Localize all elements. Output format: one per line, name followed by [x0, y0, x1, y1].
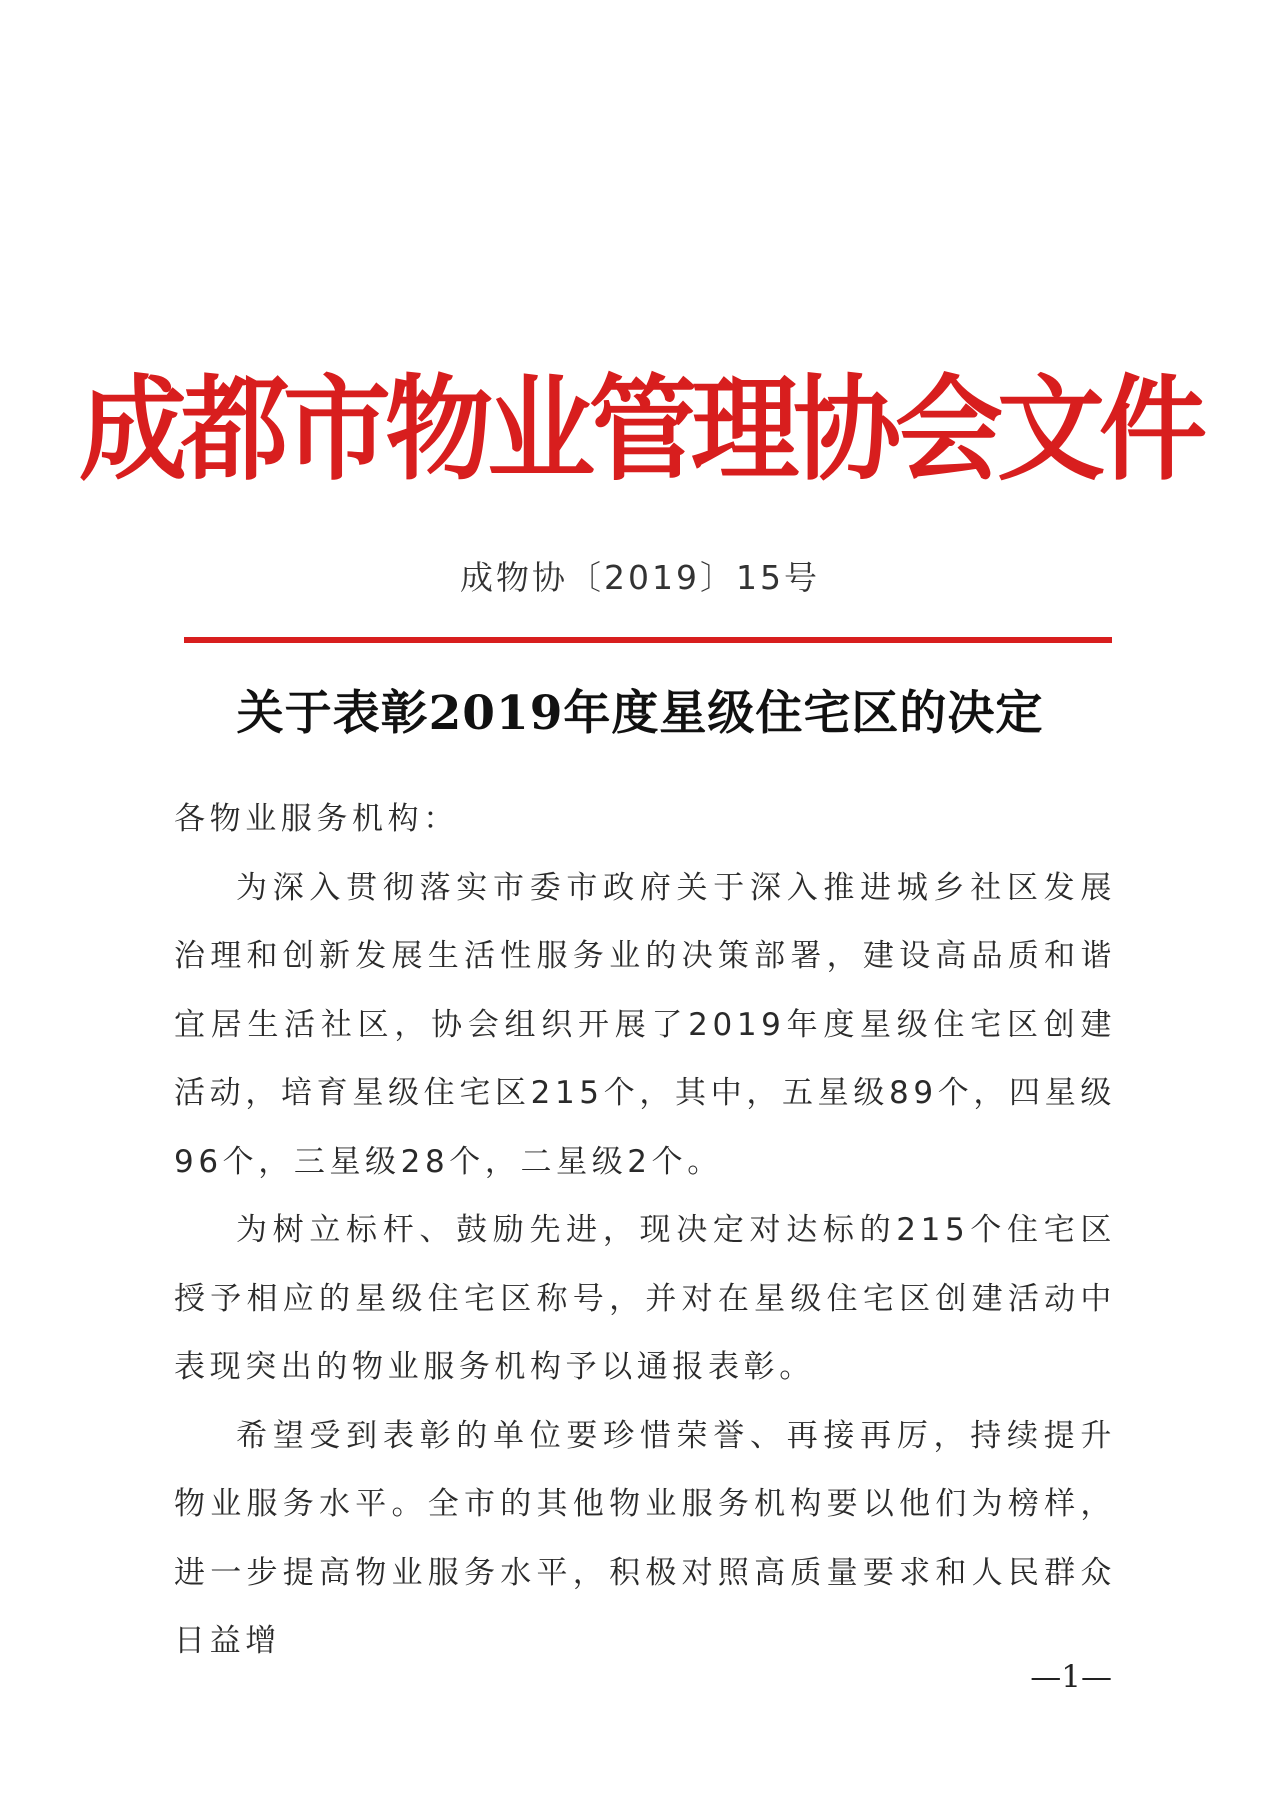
paragraph-1: 为深入贯彻落实市委市政府关于深入推进城乡社区发展治理和创新发展生活性服务业的决策部署，建设高品质和谐宜居生活社区，协会组织开展了2019年度星级住宅区创建活动，培育星级住宅区215个，其中，五星级89个，四星级96个，三星级28个，二星级2个。 [174, 869, 1116, 1180]
salutation: 各物业服务机构： [174, 801, 459, 837]
document-number: 成物协〔2019〕15号 [460, 558, 820, 597]
paragraph-3: 希望受到表彰的单位要珍惜荣誉、再接再厉，持续提升物业服务水平。全市的其他物业服务机构要以他们为榜样，进一步提高物业服务水平，积极对照高质量要求和人民群众日益增 [174, 1417, 1116, 1659]
document-title: 关于表彰2019年度星级住宅区的决定 [236, 686, 1044, 741]
page-number: —1— [1030, 1659, 1112, 1695]
red-divider-line [184, 637, 1112, 643]
letterhead-title: 成都市物业管理协会文件 [78, 363, 1201, 497]
document-body [174, 785, 1116, 1676]
paragraph-2: 为树立标杆、鼓励先进，现决定对达标的215个住宅区授予相应的星级住宅区称号，并对在星级住宅区创建活动中表现突出的物业服务机构予以通报表彰。 [174, 1212, 1116, 1385]
